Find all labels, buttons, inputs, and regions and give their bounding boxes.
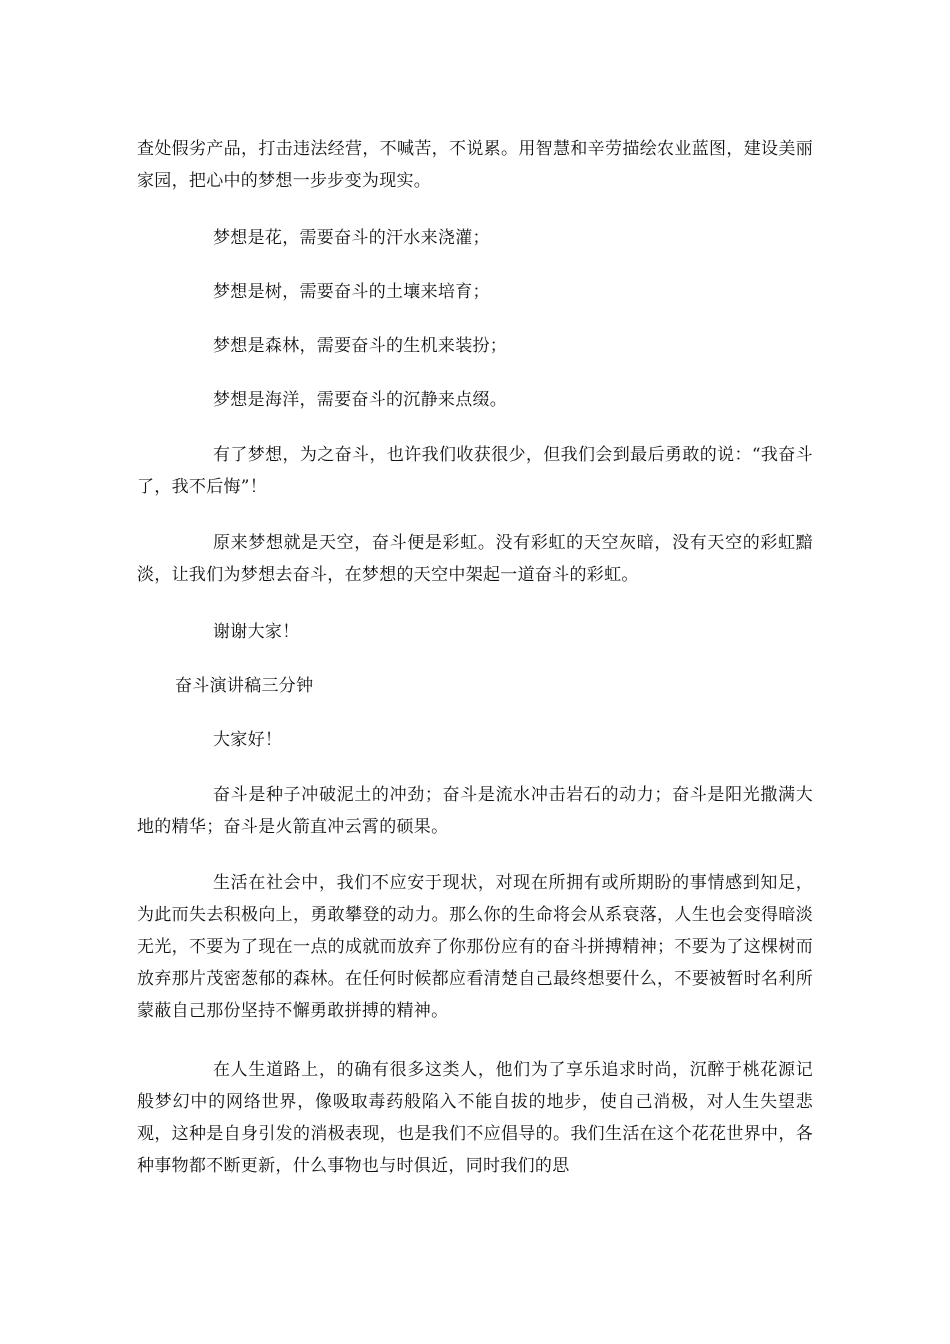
paragraph-dream-tree: 梦想是树，需要奋斗的土壤来培育；	[213, 282, 490, 302]
section-title: 奋斗演讲稿三分钟	[175, 676, 314, 696]
paragraph-rainbow: 原来梦想就是天空，奋斗便是彩虹。没有彩虹的天空灰暗，没有天空的彩虹黯淡，让我们为梦想去奋斗，在梦想的天空中架起一道奋斗的彩虹。	[137, 533, 813, 585]
paragraph-life-road: 在人生道路上，的确有很多这类人，他们为了享乐追求时尚，沉醉于桃花源记般梦幻中的网络世界，像吸取毒药般陷入不能自拔的地步，使自己消极，对人生失望悲观，这种是自身引发的消极表现，也是我们不应倡导的。我们生活在这个花花世界中，各种事物都不断更新，什么事物也与时俱近，同时我们的思	[137, 1060, 813, 1176]
paragraph-dream-ocean: 梦想是海洋，需要奋斗的沉静来点缀。	[213, 390, 508, 410]
paragraph-society: 生活在社会中，我们不应安于现状，对现在所拥有或所期盼的事情感到知足，为此而失去积极向上，勇敢攀登的动力。那么你的生命将会从系衰落，人生也会变得暗淡无光，不要为了现在一点的成就而放弃了你那份应有的奋斗拼搏精神；不要为了这棵树而放弃那片茂密葱郁的森林。在任何时候都应看清楚自己最终想要什么，不要被暂时名利所蒙蔽自己那份坚持不懈勇敢拼搏的精神。	[137, 873, 813, 1021]
paragraph-continuation: 查处假劣产品，打击违法经营，不喊苦，不说累。用智慧和辛劳描绘农业蓝图，建设美丽家园，把心中的梦想一步步变为现实。	[137, 139, 813, 191]
paragraph-greeting: 大家好！	[213, 730, 283, 750]
paragraph-no-regret: 有了梦想，为之奋斗，也许我们收获很少，但我们会到最后勇敢的说：“我奋斗了，我不后悔”！	[137, 445, 813, 497]
paragraph-thanks: 谢谢大家！	[213, 622, 300, 642]
paragraph-dream-flower: 梦想是花，需要奋斗的汗水来浇灌；	[213, 228, 490, 248]
paragraph-dream-forest: 梦想是森林，需要奋斗的生机来装扮；	[213, 336, 508, 356]
paragraph-struggle-is: 奋斗是种子冲破泥土的冲劲；奋斗是流水冲击岩石的动力；奋斗是阳光撒满大地的精华；奋斗是火箭直冲云霄的硕果。	[137, 785, 813, 837]
